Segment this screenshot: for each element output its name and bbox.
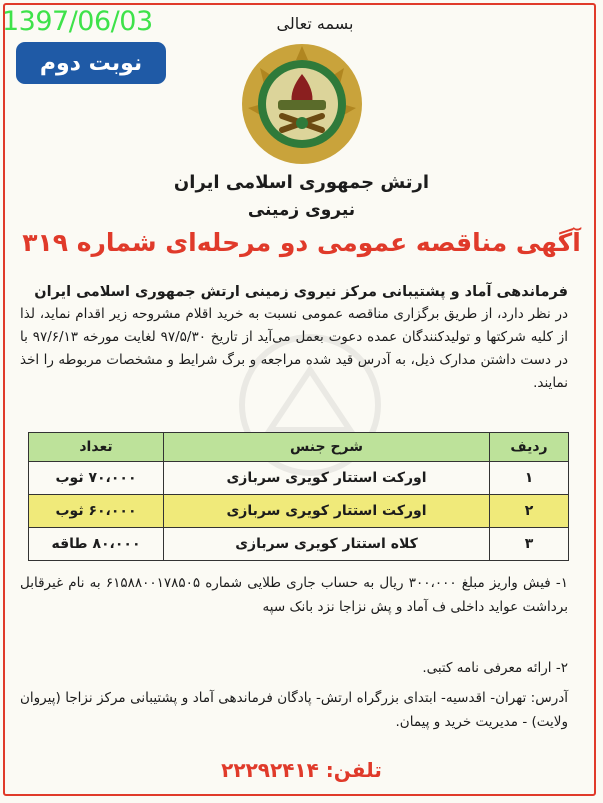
row-quantity: ۶۰،۰۰۰ ثوب — [29, 495, 164, 528]
row-description: کلاه استتار کویری سربازی — [164, 528, 490, 561]
condition-payment: ۱- فیش واریز مبلغ ۳۰۰،۰۰۰ ریال به حساب جاری طلایی شماره ۶۱۵۸۸۰۰۱۷۸۵۰۵ به نام غیرقابل برداشت عواید داخلی ف آماد و پش نزاجا نزد بانک سپه — [20, 575, 569, 615]
table-header-row — [29, 433, 569, 462]
table-row — [29, 528, 569, 561]
badge-second-round: نوبت دوم — [16, 42, 166, 84]
row-number: ۲ — [490, 495, 569, 528]
row-quantity: ۷۰،۰۰۰ ثوب — [29, 462, 164, 495]
body-paragraph: در نظر دارد، از طریق برگزاری مناقصه عمومی نسبت به خرید اقلام مشروحه زیر اقدام نماید، لذا از کلیه شرکتها و تولیدکنندگان عمده دعوت بعمل می‌آید از تاریخ ۹۷/۵/۳۰ لغایت مورخه ۹۷/۶/۱۳ با در دست داشتن مدارک ذیل، به آدرس قید شده مراجعه و برگ شرایط و مشخصات مربوطه را اخذ نمایند. — [20, 306, 568, 391]
items-table — [28, 432, 569, 561]
row-quantity: ۸۰،۰۰۰ طاقه — [29, 528, 164, 561]
organization-branch: نیروی زمینی — [247, 200, 356, 220]
phone-number: تلفن: ۲۲۲۹۲۴۱۴ — [221, 758, 382, 782]
address: آدرس: تهران- اقدسیه- ابتدای بزرگراه ارتش- پادگان فرماندهی آماد و پشتیبانی مرکز نزاجا (پیروان ولایت) - مدیریت خرید و پیمان. — [20, 690, 568, 730]
row-description: اورکت استتار کویری سربازی — [164, 495, 490, 528]
header-quantity: تعداد — [29, 433, 164, 462]
row-number: ۱ — [490, 462, 569, 495]
row-description: اورکت استتار کویری سربازی — [164, 462, 490, 495]
organization-name: ارتش جمهوری اسلامی ایران — [173, 172, 430, 193]
table-row — [29, 495, 569, 528]
date-stamp: 1397/06/03 — [2, 6, 153, 37]
bismillah: بسمه تعالی — [276, 14, 354, 33]
table-row — [29, 462, 569, 495]
header-row-number: ردیف — [490, 433, 569, 462]
tender-headline: آگهی مناقصه عمومی دو مرحله‌ای شماره ۳۱۹ — [22, 228, 581, 257]
army-emblem-icon — [238, 38, 366, 168]
condition-letter: ۲- ارائه معرفی نامه کتبی. — [422, 660, 568, 676]
header-description: شرح جنس — [164, 433, 490, 462]
lead-line: فرماندهی آماد و پشتیبانی مرکز نیروی زمینی ارتش جمهوری اسلامی ایران — [34, 284, 568, 300]
row-number: ۳ — [490, 528, 569, 561]
